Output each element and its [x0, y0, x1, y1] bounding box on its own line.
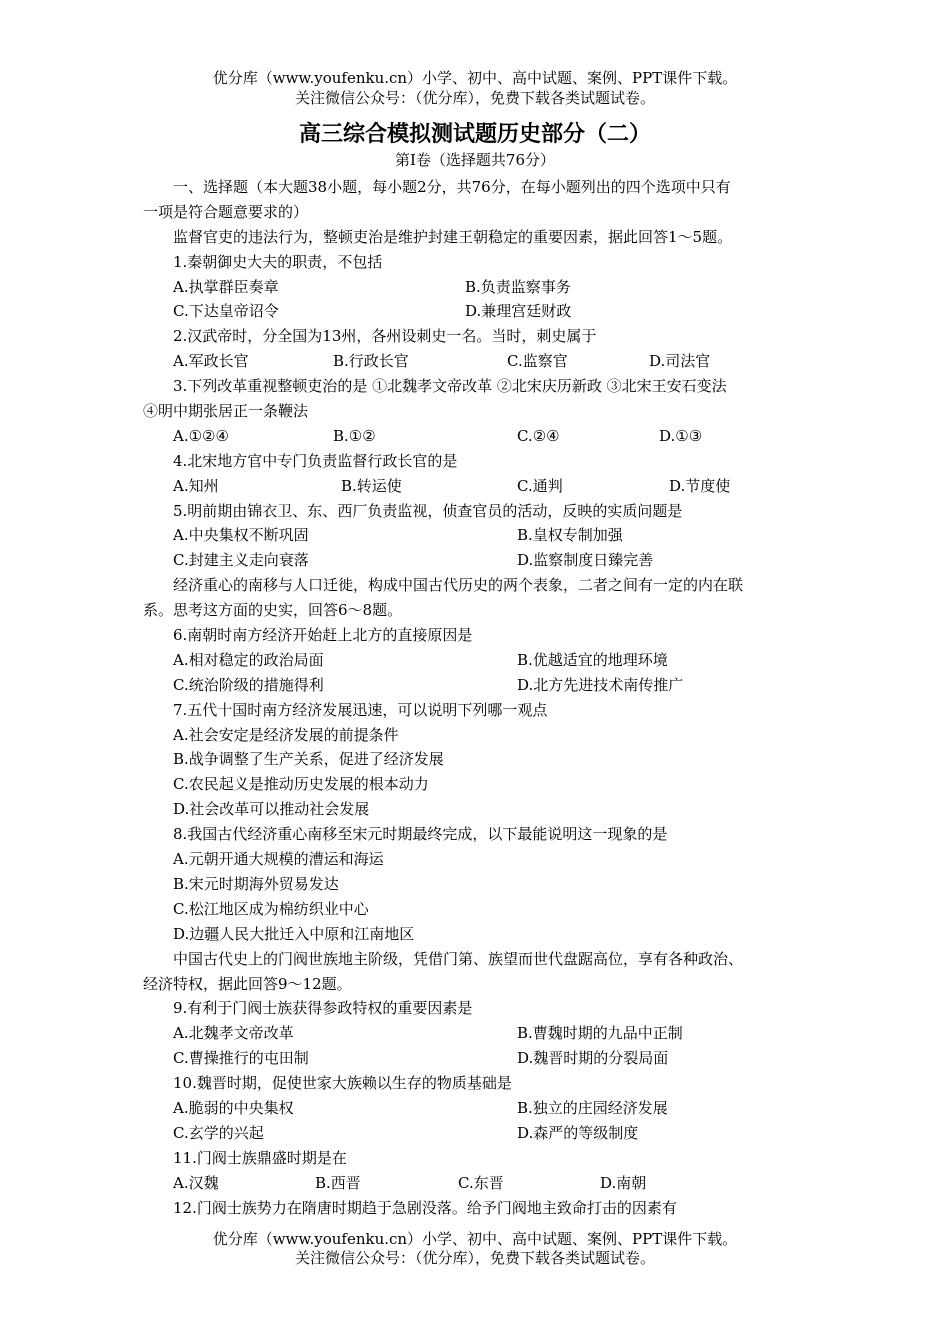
option-d: D.边疆人民大批迁入中原和江南地区: [173, 924, 415, 943]
footer-line-2: 关注微信公众号：（优分库），免费下载各类试题试卷。: [294, 1249, 655, 1267]
question-stem: 6.南朝时南方经济开始赶上北方的直接原因是: [173, 626, 473, 645]
option-row: [143, 1171, 815, 1196]
group-intro-cont: 系。思考这方面的史实，回答6～8题。: [143, 601, 403, 620]
option-a: A.元朝开通大规模的漕运和海运: [173, 850, 384, 869]
question-stem: 3.下列改革重视整顿吏治的是 ①北魏孝文帝改革 ②北宋庆历新政 ③北宋王安石变法: [173, 377, 727, 396]
option-row: [143, 673, 815, 698]
option-row: [143, 424, 815, 449]
question-stem: 1.秦朝御史大夫的职责，不包括: [173, 252, 383, 271]
option-row: [143, 275, 815, 300]
question-stem: 10.魏晋时期，促使世家大族赖以生存的物质基础是: [173, 1074, 512, 1093]
option-c: C.曹操推行的屯田制: [173, 1049, 309, 1068]
option-a: A.中央集权不断巩固: [173, 526, 309, 545]
option-c: C.下达皇帝诏令: [173, 302, 279, 321]
option-b: B.曹魏时期的九品中正制: [517, 1024, 683, 1043]
option-c: C.②④: [517, 426, 560, 445]
option-row: [143, 1046, 815, 1071]
option-b: B.战争调整了生产关系，促进了经济发展: [173, 750, 444, 769]
option-c: C.通判: [517, 476, 563, 495]
option-a: A.汉魏: [173, 1173, 219, 1192]
option-b: B.皇权专制加强: [517, 526, 623, 545]
option-row: [143, 349, 815, 374]
question-stem: 8.我国古代经济重心南移至宋元时期最终完成，以下最能说明这一现象的是: [173, 825, 668, 844]
option-a: A.北魏孝文帝改革: [173, 1024, 294, 1043]
option-row: [143, 474, 815, 499]
section-intro-cont: 一项是符合题意要求的）: [143, 202, 309, 221]
option-c: C.封建主义走向衰落: [173, 551, 309, 570]
option-c: C.松江地区成为棉纺织业中心: [173, 899, 369, 918]
option-b: B.行政长官: [333, 352, 409, 371]
option-d: D.北方先进技术南传推广: [517, 675, 684, 694]
question-stem: 9.有利于门阀士族获得参政特权的重要因素是: [173, 999, 473, 1018]
option-a: A.军政长官: [173, 352, 249, 371]
option-b: B.转运使: [341, 476, 402, 495]
group-intro-cont: 经济特权，据此回答9～12题。: [143, 974, 352, 993]
question-stem-cont: ④明中期张居正一条鞭法: [143, 402, 309, 421]
option-row: [143, 1121, 815, 1146]
option-a: A.相对稳定的政治局面: [173, 650, 324, 669]
exam-subtitle: 第Ⅰ卷（选择题共76分）: [394, 151, 555, 169]
option-a: A.社会安定是经济发展的前提条件: [173, 725, 399, 744]
option-c: C.玄学的兴起: [173, 1123, 264, 1142]
footer-line-1: 优分库（www.youfenku.cn）小学、初中、高中试题、案例、PPT课件下载。: [212, 1230, 738, 1248]
question-stem: 7.五代十国时南方经济发展迅速，可以说明下列哪一观点: [173, 700, 548, 719]
option-b: B.负责监察事务: [465, 277, 571, 296]
option-c: C.东晋: [458, 1173, 504, 1192]
option-c: C.监察官: [507, 352, 568, 371]
option-d: D.魏晋时期的分裂局面: [517, 1049, 669, 1068]
option-a: A.执掌群臣奏章: [173, 277, 279, 296]
option-row: [143, 1021, 815, 1046]
group-intro: 经济重心的南移与人口迁徙，构成中国古代历史的两个表象，二者之间有一定的内在联: [173, 576, 744, 595]
option-c: C.农民起义是推动历史发展的根本动力: [173, 775, 429, 794]
option-a: A.①②④: [173, 426, 229, 445]
question-stem: 11.门阀士族鼎盛时期是在: [173, 1148, 347, 1167]
option-d: D.兼理宫廷财政: [465, 302, 572, 321]
header-line-2: 关注微信公众号：（优分库），免费下载各类试题试卷。: [294, 89, 655, 107]
section-intro: 一、选择题（本大题38小题，每小题2分，共76分，在每小题列出的四个选项中只有: [173, 178, 731, 196]
option-row: [143, 299, 815, 324]
option-b: B.独立的庄园经济发展: [517, 1098, 668, 1117]
option-row: [143, 1096, 815, 1121]
option-b: B.宋元时期海外贸易发达: [173, 874, 339, 893]
option-row: [143, 648, 815, 673]
option-d: D.司法官: [649, 352, 711, 371]
option-d: D.节度使: [669, 476, 731, 495]
group-intro: 监督官吏的违法行为，整顿吏治是维护封建王朝稳定的重要因素，据此回答1～5题。: [173, 227, 733, 246]
question-stem: 4.北宋地方官中专门负责监督行政长官的是: [173, 451, 458, 470]
option-d: D.监察制度日臻完善: [517, 551, 654, 570]
header-line-1: 优分库（www.youfenku.cn）小学、初中、高中试题、案例、PPT课件下载。: [212, 69, 738, 87]
option-d: D.①③: [659, 426, 703, 445]
option-row: [143, 548, 815, 573]
option-b: B.西晋: [315, 1173, 361, 1192]
option-a: A.脆弱的中央集权: [173, 1098, 294, 1117]
option-c: C.统治阶级的措施得利: [173, 675, 324, 694]
option-d: D.森严的等级制度: [517, 1123, 639, 1142]
option-d: D.社会改革可以推动社会发展: [173, 800, 370, 819]
option-d: D.南朝: [600, 1173, 647, 1192]
option-b: B.优越适宜的地理环境: [517, 650, 668, 669]
option-b: B.①②: [333, 426, 376, 445]
question-stem: 2.汉武帝时，分全国为13州，各州设刺史一名。当时，刺史属于: [173, 327, 597, 346]
group-intro: 中国古代史上的门阀世族地主阶级，凭借门第、族望而世代盘踞高位，享有各种政治、: [173, 949, 744, 968]
exam-body: [143, 175, 815, 1220]
question-stem: 5.明前期由锦衣卫、东、西厂负责监视，侦查官员的活动，反映的实质问题是: [173, 501, 683, 520]
option-a: A.知州: [173, 476, 219, 495]
exam-title: 高三综合模拟测试题历史部分（二）: [298, 121, 651, 147]
question-stem: 12.门阀士族势力在隋唐时期趋于急剧没落。给予门阀地主致命打击的因素有: [173, 1198, 677, 1217]
option-row: [143, 523, 815, 548]
